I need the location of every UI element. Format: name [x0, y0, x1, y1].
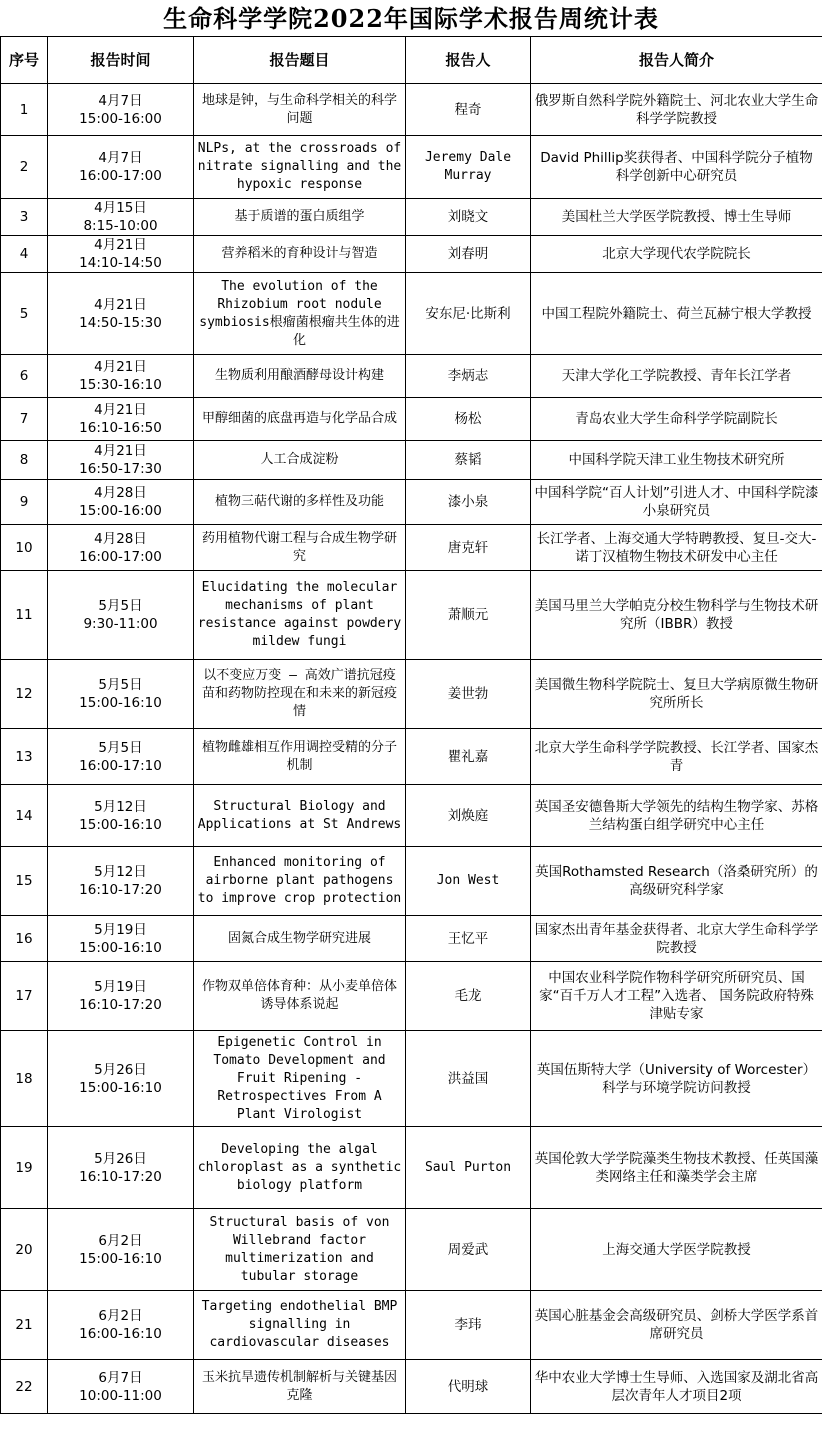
report-time-range: 16:00-17:00: [79, 548, 162, 565]
table-row: [1, 199, 822, 236]
report-date: 4月28日: [94, 485, 147, 501]
speaker-bio: 中国农业科学院作物科学研究所研究员、国家“百千万人才工程”入选者、 国务院政府特殊津贴专家: [531, 962, 822, 1031]
report-date: 6月7日: [98, 1369, 143, 1386]
table-row: [1, 1031, 822, 1127]
report-date: 4月21日: [94, 237, 147, 253]
table-row: [1, 571, 822, 660]
speaker-bio: 中国科学院天津工业生物技术研究所: [531, 441, 822, 480]
speaker-bio: 国家杰出青年基金获得者、北京大学生命科学学院教授: [531, 916, 822, 962]
speaker-name: 代明球: [406, 1360, 531, 1414]
report-time-range: 16:50-17:30: [79, 461, 162, 477]
speaker-bio: 英国Rothamsted Research（洛桑研究所）的高级研究科学家: [531, 847, 822, 916]
header-bio: 报告人简介: [531, 37, 822, 84]
report-date: 5月12日: [94, 798, 147, 815]
speaker-bio: 英国心脏基金会高级研究员、剑桥大学医学系首席研究员: [531, 1291, 822, 1360]
report-date: 4月28日: [94, 530, 147, 547]
row-number: 5: [1, 273, 48, 355]
table-body: [1, 84, 822, 1414]
report-time: [48, 84, 194, 136]
speaker-bio: 美国马里兰大学帕克分校生物科学与生物技术研究所（IBBR）教授: [531, 571, 822, 660]
report-time: [48, 236, 194, 273]
report-time-range: 15:00-16:10: [79, 1079, 162, 1096]
report-time: [48, 785, 194, 847]
report-time-range: 14:50-15:30: [79, 314, 162, 331]
report-date: 5月5日: [98, 598, 143, 614]
report-time: [48, 1127, 194, 1209]
report-time-range: 16:10-17:20: [79, 1168, 162, 1185]
speaker-name: 毛龙: [406, 962, 531, 1031]
report-date: 6月2日: [98, 1232, 143, 1249]
report-topic: 人工合成淀粉: [194, 441, 406, 480]
report-time-range: 15:00-16:10: [79, 1250, 162, 1267]
report-topic: Developing the algal chloroplast as a synthetic biology platform: [194, 1127, 406, 1209]
report-time: [48, 916, 194, 962]
speaker-bio: 中国工程院外籍院士、荷兰瓦赫宁根大学教授: [531, 273, 822, 355]
speaker-name: 刘焕庭: [406, 785, 531, 847]
speaker-name: 漆小泉: [406, 480, 531, 525]
speaker-name: 程奇: [406, 84, 531, 136]
sheet-title: 生命科学学院2022年国际学术报告周统计表: [163, 4, 659, 33]
table-row: [1, 1127, 822, 1209]
report-topic: 甲醇细菌的底盘再造与化学品合成: [194, 398, 406, 441]
row-number: 19: [1, 1127, 48, 1209]
table-row: [1, 962, 822, 1031]
table-row: [1, 355, 822, 398]
row-number: 10: [1, 525, 48, 571]
speaker-bio: 北京大学现代农学院院长: [531, 236, 822, 273]
row-number: 8: [1, 441, 48, 480]
row-number: 15: [1, 847, 48, 916]
speaker-name: 姜世勃: [406, 660, 531, 729]
speaker-bio: 美国微生物科学院院士、复旦大学病原微生物研究所所长: [531, 660, 822, 729]
table-row: [1, 273, 822, 355]
report-date: 4月7日: [98, 92, 143, 109]
report-time-range: 16:00-16:10: [79, 1326, 162, 1342]
speaker-bio: 上海交通大学医学院教授: [531, 1209, 822, 1291]
speaker-name: 蔡韬: [406, 441, 531, 480]
speaker-name: 瞿礼嘉: [406, 729, 531, 785]
report-time: [48, 660, 194, 729]
report-topic: 生物质利用酿酒酵母设计构建: [194, 355, 406, 398]
table-row: [1, 525, 822, 571]
report-time-range: 16:10-17:20: [79, 997, 162, 1013]
report-time-range: 16:10-16:50: [79, 420, 162, 436]
report-topic: 植物三萜代谢的多样性及功能: [194, 480, 406, 525]
report-time-range: 15:30-16:10: [79, 377, 162, 393]
report-topic: Structural basis of von Willebrand factor multimerization and tubular storage: [194, 1209, 406, 1291]
report-date: 5月5日: [98, 677, 143, 693]
speaker-bio: 华中农业大学博士生导师、入选国家及湖北省高层次青年人才项目2项: [531, 1360, 822, 1414]
report-time: [48, 398, 194, 441]
table-row: [1, 480, 822, 525]
report-topic: 以不变应万变 – 高效广谱抗冠疫苗和药物防控现在和未来的新冠疫情: [194, 660, 406, 729]
report-topic: Targeting endothelial BMP signalling in cardiovascular diseases: [194, 1291, 406, 1360]
report-date: 4月7日: [98, 150, 143, 166]
table-row: [1, 1209, 822, 1291]
report-topic: Structural Biology and Applications at St Andrews: [194, 785, 406, 847]
row-number: 1: [1, 84, 48, 136]
speaker-name: 杨松: [406, 398, 531, 441]
row-number: 17: [1, 962, 48, 1031]
row-number: 12: [1, 660, 48, 729]
speaker-bio: 美国杜兰大学医学院教授、博士生导师: [531, 199, 822, 236]
report-date: 5月26日: [94, 1150, 147, 1167]
speaker-bio: 英国伦敦大学学院藻类生物技术教授、任英国藻类网络主任和藻类学会主席: [531, 1127, 822, 1209]
speaker-name: 王忆平: [406, 916, 531, 962]
speaker-bio: 长江学者、上海交通大学特聘教授、复旦-交大-诺丁汉植物生物技术研发中心主任: [531, 525, 822, 571]
speaker-name: 洪益国: [406, 1031, 531, 1127]
row-number: 11: [1, 571, 48, 660]
header-no: 序号: [1, 37, 48, 84]
report-date: 5月19日: [94, 979, 147, 995]
report-topic: 营养稻米的育种设计与智造: [194, 236, 406, 273]
report-topic: 作物双单倍体育种：从小麦单倍体诱导体系说起: [194, 962, 406, 1031]
row-number: 13: [1, 729, 48, 785]
report-date: 4月21日: [94, 443, 147, 459]
speaker-name: 李炳志: [406, 355, 531, 398]
report-time-range: 10:00-11:00: [79, 1387, 162, 1404]
report-date: 5月19日: [94, 921, 147, 938]
row-number: 21: [1, 1291, 48, 1360]
report-time: [48, 729, 194, 785]
table-row: [1, 441, 822, 480]
row-number: 2: [1, 136, 48, 199]
report-time: [48, 441, 194, 480]
speaker-bio: 北京大学生命科学学院教授、长江学者、国家杰青: [531, 729, 822, 785]
report-time: [48, 847, 194, 916]
report-table: [0, 36, 822, 1414]
report-date: 4月15日: [94, 200, 147, 216]
report-time: [48, 962, 194, 1031]
speaker-bio: 英国圣安德鲁斯大学领先的结构生物学家、苏格兰结构蛋白组学研究中心主任: [531, 785, 822, 847]
report-date: 5月12日: [94, 864, 147, 880]
report-time: [48, 1031, 194, 1127]
table-row: [1, 1291, 822, 1360]
report-topic: 固氮合成生物学研究进展: [194, 916, 406, 962]
report-topic: 基于质谱的蛋白质组学: [194, 199, 406, 236]
speaker-name: 安东尼·比斯利: [406, 273, 531, 355]
report-topic: 玉米抗旱遗传机制解析与关键基因克隆: [194, 1360, 406, 1414]
table-row: [1, 729, 822, 785]
table-row: [1, 916, 822, 962]
table-row: [1, 84, 822, 136]
header-speaker: 报告人: [406, 37, 531, 84]
report-date: 4月21日: [94, 402, 147, 418]
report-time-range: 15:00-16:10: [79, 695, 162, 711]
speaker-name: Saul Purton: [406, 1127, 531, 1209]
report-time: [48, 525, 194, 571]
header-row: [1, 37, 822, 84]
row-number: 4: [1, 236, 48, 273]
report-time: [48, 480, 194, 525]
table-row: [1, 660, 822, 729]
report-time-range: 14:10-14:50: [79, 255, 162, 271]
speaker-name: 刘春明: [406, 236, 531, 273]
report-time: [48, 273, 194, 355]
report-time-range: 16:00-17:10: [79, 757, 162, 774]
table-row: [1, 398, 822, 441]
row-number: 14: [1, 785, 48, 847]
report-time-range: 8:15-10:00: [83, 218, 158, 234]
report-time-range: 16:00-17:00: [79, 168, 162, 184]
report-time-range: 15:00-16:00: [79, 110, 162, 127]
speaker-name: 周爱武: [406, 1209, 531, 1291]
speaker-name: 萧顺元: [406, 571, 531, 660]
report-topic: Enhanced monitoring of airborne plant pathogens to improve crop protection: [194, 847, 406, 916]
report-date: 5月26日: [94, 1061, 147, 1078]
report-time-range: 9:30-11:00: [83, 616, 158, 632]
row-number: 16: [1, 916, 48, 962]
report-date: 4月21日: [94, 359, 147, 375]
speaker-bio: 青岛农业大学生命科学学院副院长: [531, 398, 822, 441]
report-date: 4月21日: [94, 296, 147, 313]
header-time: 报告时间: [48, 37, 194, 84]
speaker-name: 李玮: [406, 1291, 531, 1360]
report-time-range: 15:00-16:10: [79, 816, 162, 833]
report-topic: NLPs, at the crossroads of nitrate signalling and the hypoxic response: [194, 136, 406, 199]
speaker-bio: 中国科学院“百人计划”引进人才、中国科学院漆小泉研究员: [531, 480, 822, 525]
row-number: 7: [1, 398, 48, 441]
speaker-bio: 俄罗斯自然科学院外籍院士、河北农业大学生命科学学院教授: [531, 84, 822, 136]
report-topic: Elucidating the molecular mechanisms of plant resistance against powdery mildew fungi: [194, 571, 406, 660]
table-row: [1, 236, 822, 273]
report-topic: 地球是钟，与生命科学相关的科学问题: [194, 84, 406, 136]
speaker-name: Jon West: [406, 847, 531, 916]
report-time: [48, 571, 194, 660]
report-topic: 药用植物代谢工程与合成生物学研究: [194, 525, 406, 571]
row-number: 20: [1, 1209, 48, 1291]
report-time-range: 15:00-16:00: [79, 503, 162, 519]
row-number: 18: [1, 1031, 48, 1127]
report-topic: Epigenetic Control in Tomato Development and Fruit Ripening - Retrospectives From A Plant Virologist: [194, 1031, 406, 1127]
report-time: [48, 1360, 194, 1414]
report-time-range: 15:00-16:10: [79, 939, 162, 956]
report-topic: 植物雌雄相互作用调控受精的分子机制: [194, 729, 406, 785]
speaker-bio: 天津大学化工学院教授、青年长江学者: [531, 355, 822, 398]
report-date: 6月2日: [98, 1308, 143, 1324]
speaker-name: 刘晓文: [406, 199, 531, 236]
table-row: [1, 1360, 822, 1414]
table-row: [1, 136, 822, 199]
speaker-bio: 英国伍斯特大学（University of Worcester）科学与环境学院访问教授: [531, 1031, 822, 1127]
report-time-range: 16:10-17:20: [79, 882, 162, 898]
row-number: 9: [1, 480, 48, 525]
report-time: [48, 355, 194, 398]
speaker-name: Jeremy Dale Murray: [406, 136, 531, 199]
speaker-bio: David Phillip奖获得者、中国科学院分子植物科学创新中心研究员: [531, 136, 822, 199]
header-topic: 报告题目: [194, 37, 406, 84]
row-number: 3: [1, 199, 48, 236]
table-row: [1, 785, 822, 847]
report-time: [48, 1291, 194, 1360]
report-time: [48, 1209, 194, 1291]
row-number: 6: [1, 355, 48, 398]
report-date: 5月5日: [98, 739, 143, 756]
table-row: [1, 847, 822, 916]
report-time: [48, 199, 194, 236]
row-number: 22: [1, 1360, 48, 1414]
report-time: [48, 136, 194, 199]
report-topic: The evolution of the Rhizobium root nodule symbiosis根瘤菌根瘤共生体的进化: [194, 273, 406, 355]
speaker-name: 唐克轩: [406, 525, 531, 571]
